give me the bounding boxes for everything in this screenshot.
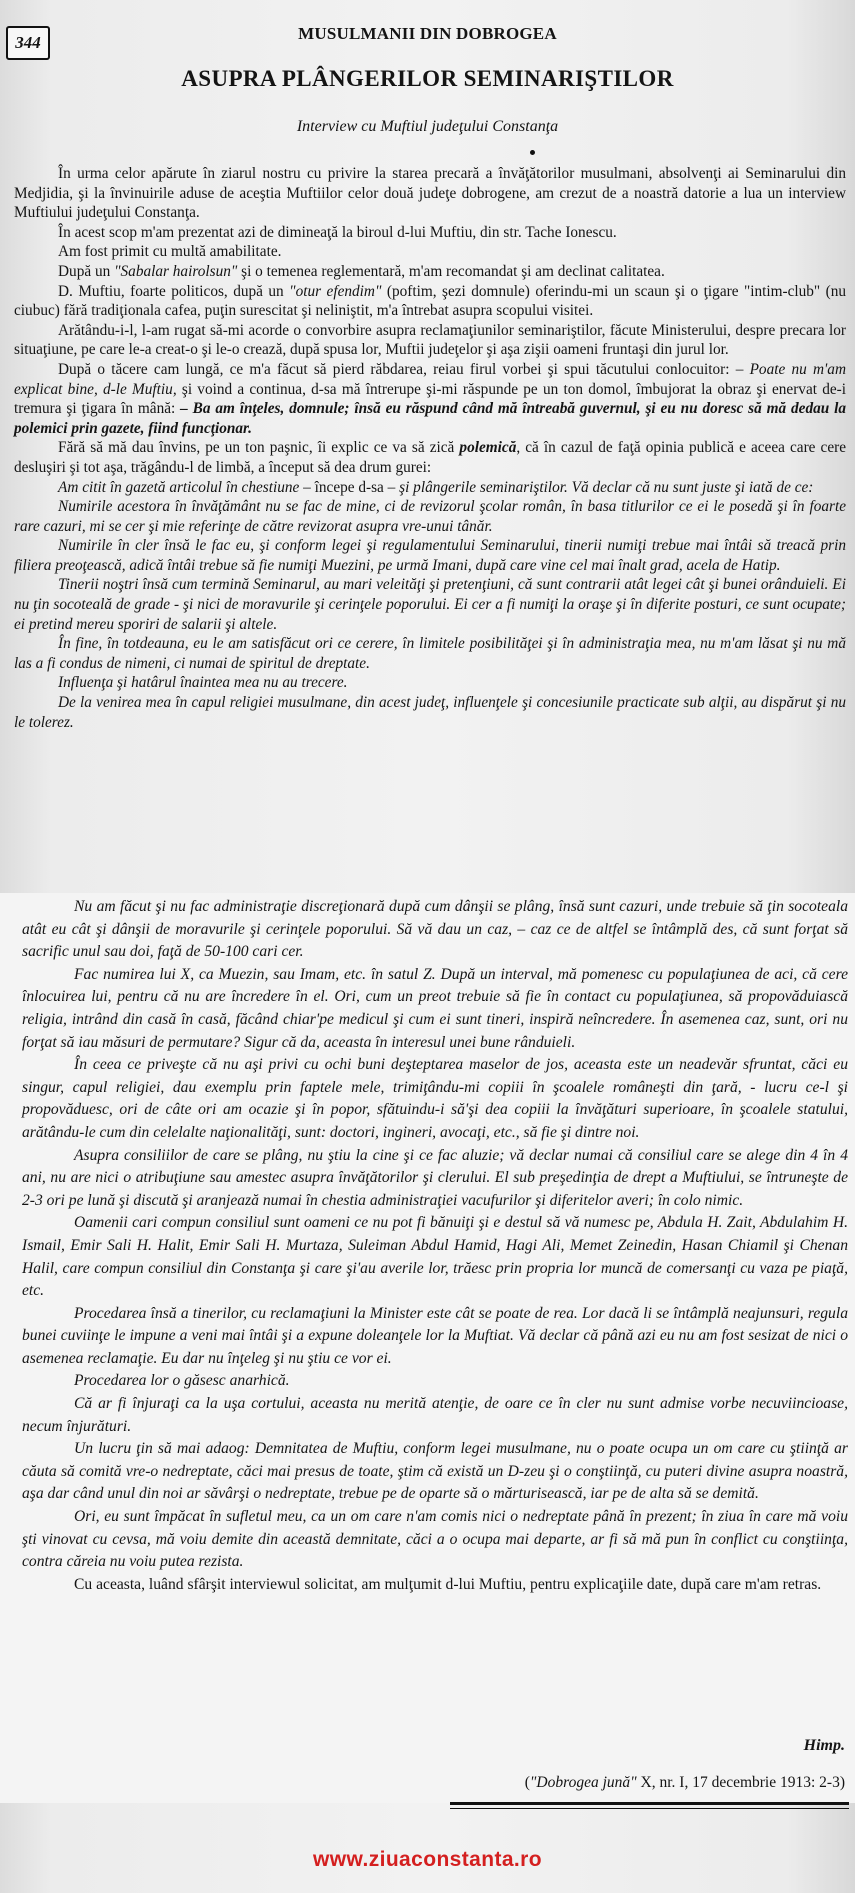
paragraph: Asupra consiliilor de care se plâng, nu ştiu la cine şi ce fac aluzie; vă declar numai că consiliul care se alege din 4 în 4 ani, nu are nici o atribuţiune sau amestec asupra învăţătorilor şi clerului. El sub preşedinţia de drept a Muftiului, se întruneşte de 2-3 ori pe lună şi discută şi aranjează numai în chestia administraţiei vacufurilor şi diferitelor averi; în colo nimic. [22,1146,848,1209]
page-number: 344 [6,26,50,60]
paragraph: În fine, în totdeauna, eu le am satisfăcut ori ce cerere, în limitele posibilităţei şi în administraţia mea, nu m'am lăsat şi nu mă las a fi condus de nimeni, ci numai de spiritul de dreptate. [14,635,846,672]
paragraph: Numirile în cler însă le fac eu, şi conform legei şi regulamentului Seminarului, tinerii numiţi trebue mai întâi să treacă prin filiera preoţească, adică întâi trebue să fie numiţi Muezini, pe urmă Imani, după care vine cel mai înalt grad, acela de Hatip. [14,537,846,574]
article-title: ASUPRA PLÂNGERILOR SEMINARIŞTILOR [181,66,674,91]
divider-rule [450,1802,849,1805]
source-citation: ("Dobrogea jună" X, nr. I, 17 decembrie 1913: 2-3) [524,1774,845,1791]
author-signature: Himp. [803,1737,845,1754]
separator-dot [530,150,535,155]
divider-rule [450,1808,849,1809]
paragraph: Tinerii noştri însă cum termină Seminarul, au mari veleităţi şi pretenţiuni, că sunt contrarii atât legei cât şi bunei orânduieli. Ei nu ţin socoteală de grade - şi nici de moravurile şi cerinţele poporului. Ei cer a fi numiţi la oraşe şi în diferite posturi, ce sunt ocupate; ei pretind mereu sporiri de salarii şi altele. [14,576,846,633]
paragraph: După o tăcere cam lungă, ce m'a făcut să pierd răbdarea, reiau firul vorbei şi spui tăcutului conlocuitor: – Poate nu m'am explicat bine, d-le Muftiu, şi voind a continua, d-sa mă întrerupe şi-mi răspunde pe un ton domol, îmbujorat la obraz şi enervat de-i tremura şi ţigara în mână: – Ba am înţeles, domnule; însă eu răspund când mă întreabă guvernul, şi eu nu doresc să mă dedau la polemici prin gazete, fiind funcţionar. [14,360,847,437]
paragraph: În ceea ce priveşte că nu aşi privi cu ochi buni deşteptarea maselor de jos, aceasta este un neadevăr sfruntat, căci eu singur, capul religiei, dau exemplu prin faptele mele, trimiţându-mi copiii în şcoalele româneşti din ţară, - lucru ce-l şi propovăduesc, ori de câte ori am ocazie şi în popor, sfătuindu-i să'şi dea copiii la învăţături superioare, în şcoalele statului, arătându-le cum din celelalte naţionalităţi, sunt: doctori, ingineri, avocaţi, etc., să fie şi dintre noi. [22,1056,848,1141]
paragraph: În acest scop m'am prezentat azi de dimineaţă la biroul d-lui Muftiu, din str. Tache Ionescu. [58,223,617,241]
paragraph: Am citit în gazetă articolul în chestiune – începe d-sa – şi plângerile seminariştilor. Vă declar că nu sunt juste şi iată de ce: [58,478,814,496]
paragraph: Fără să mă dau învins, pe un ton paşnic, îi explic ce va să zică polemică, că în cazul de faţă opinia publică e aceea care cere desluşiri şi tot aşa, trăgându-l de limbă, a început să dea drum gurei: [14,439,846,476]
paragraph: Arătându-i-l, l-am rugat să-mi acorde o convorbire asupra reclamaţiunilor seminariştilor, făcute Ministerului, despre precara lor situaţiune, pe care le-a creat-o şi le-o crează, după spusa lor, Muftii judeţelor şi aşa zişii oameni fruntaşi din jurul lor. [14,321,846,359]
paragraph: De la venirea mea în capul religiei musulmane, din acest judeţ, influenţele şi concesiunile practicate sub alţii, au dispărut şi nu le tolerez. [14,694,846,731]
running-head: MUSULMANII DIN DOBROGEA [298,24,557,43]
paragraph: Nu am făcut şi nu fac administraţie discreţionară după cum dânşii se plâng, însă sunt cazuri, unde trebuie să ţin socoteala atât eu cât şi dânşii de moravurile şi cerinţele poporului. Să vă dau un caz, – caz ce de altfel se întâmplă des, că sunt forţat să sacrific unul sau doi, faţă de 50-100 cari cer. [22,898,848,961]
site-watermark: www.ziuaconstanta.ro [313,1848,542,1871]
paragraph: Procedarea însă a tinerilor, cu reclamaţiuni la Minister este cât se poate de rea. Lor dacă li se întâmplă neajunsuri, regula bunei cuviinţe le impune a veni mai întâi şi a expune doleanţele lor la Muftiat. Vă declar că până azi eu nu am fost sesizat de nici o asemenea reclamaţie. Eu dar nu înţeleg şi nu ştiu ce vor ei. [22,1304,848,1367]
paragraph: Fac numirea lui X, ca Muezin, sau Imam, etc. în satul Z. După un interval, mă pomenesc cu populaţiunea de aci, că cere înlocuirea lui, pentru că nu are încredere în el. Ori, cum un preot trebuie să fie în contact cu populaţiunea, să propovăduiască religia, intrând din casă în casă, făcând chiar'pe medicul şi cum ei sunt tineri, inspiră neîncredere. În asemenea caz, sunt, ori nu forţat să iau măsuri de permutare? Sigur că da, aceasta în interesul unei bune rânduieli. [22,965,848,1051]
paragraph: Ori, eu sunt împăcat în sufletul meu, ca un om care n'am comis nici o nedreptate până în prezent; în ziua în care mă voiu şti vinovat cu cevsa, mă voiu demite din această demnitate, căci a o ocupa mai departe, ar fi să mă pun în conflict cu conştiinţa, contra căreia nu voiu putea rezista. [22,1508,848,1571]
paragraph: Procedarea lor o găsesc anarhică. [74,1372,290,1390]
paragraph: D. Muftiu, foarte politicos, după un "otur efendim" (poftim, şezi domnule) oferindu-mi un scaun şi o ţigare "intim-club" (nu ciubuc) fără tradiţionala cafea, puţin surescitat şi neliniştit, m'a întrebat asupra scopului visitei. [14,282,847,320]
paragraph: În urma celor apărute în ziarul nostru cu privire la starea precară a învăţătorilor musulmani, absolvenţi ai Seminarului din Medjidia, şi la învinuirile aduse de aceştia Muftiilor celor două judeţe dobrogene, am crezut de a noastră datorie a lua un interview Muftiului judeţului Constanţa. [14,165,846,222]
paragraph: Oamenii cari compun consiliul sunt oameni ce nu pot fi bănuiţi şi e destul să vă numesc pe, Abdula H. Zait, Abdulahim H. Ismail, Emir Sali H. Halit, Emir Sali H. Murtaza, Suleiman Abdul Hamid, Hagi Ali, Memet Zeinedin, Hasan Chiamil şi Chenan Halil, care compun consiliul din Constanţa şi care şi'au averile lor, trăesc prin propria lor muncă de comersanţi cu vaza pe piaţă, etc. [22,1214,848,1300]
paragraph: Că ar fi înjuraţi ca la uşa cortului, aceasta nu merită atenţie, de oare ce în cler nu sunt admise vorbe necuviincioase, necum înjurături. [22,1395,848,1435]
article-body-lower [22,896,848,1596]
paragraph: Am fost primit cu multă amabilitate. [58,243,282,261]
paragraph: Numirile acestora în învăţământ nu se fac de mine, ci de revizorul şcolar român, în basa titlurilor ce ei le posedă şi în foarte rare cazuri, mi se cer şi mie referinţe de către revizorat asupra vre-unui tânăr. [14,498,846,535]
paragraph: Cu aceasta, luând sfârşit interviewul solicitat, am mulţumit d-lui Muftiu, pentru explicaţiile date, după care m'am retras. [74,1575,822,1593]
paragraph: După un "Sabalar hairolsun" şi o temenea reglementară, m'am recomandat şi am declinat calitatea. [58,262,665,280]
article-body-upper [14,164,846,732]
article-subtitle: Interview cu Muftiul judeţului Constanţa [296,118,559,135]
paragraph: Un lucru ţin să mai adaog: Demnitatea de Muftiu, conform legei musulmane, nu o poate ocupa un om care cu ştiinţă ar căuta să comită vre-o nedreptate, căci mai presus de toate, ştim că există un D-zeu şi o conştiinţă, cu puteri divine asupra noastră, aşa dar când unul din noi ar săvârşi o nedreptate, trebue pe de oparte să o mărturisească, iar pe de alta să se demită. [22,1440,848,1503]
paragraph: Influenţa şi hatârul înaintea mea nu au trecere. [58,674,348,692]
